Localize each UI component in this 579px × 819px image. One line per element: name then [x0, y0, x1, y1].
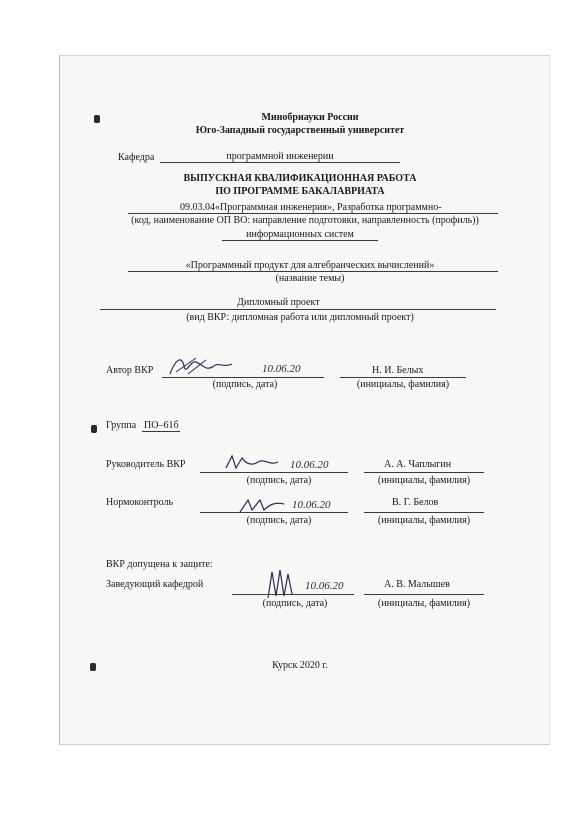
- supervisor-sign-caption: (подпись, дата): [246, 475, 312, 486]
- supervisor-name-caption: (инициалы, фамилия): [377, 475, 471, 486]
- work-title-line2: ПО ПРОГРАММЕ БАКАЛАВРИАТА: [215, 186, 385, 197]
- supervisor-signature: [222, 452, 282, 474]
- normcontrol-sign-underline: [200, 512, 348, 513]
- head-name-caption: (инициалы, фамилия): [377, 598, 471, 609]
- department-underline: [160, 162, 400, 163]
- author-sign-underline: [162, 377, 324, 378]
- supervisor-name-underline: [364, 472, 484, 473]
- group-label: Группа: [106, 420, 137, 431]
- head-signature: [262, 566, 302, 602]
- ministry-title: Минобрнауки России: [261, 112, 359, 123]
- work-type-underline: [100, 309, 496, 310]
- head-name-underline: [364, 594, 484, 595]
- topic-underline: [128, 271, 498, 272]
- program-underline: [128, 213, 498, 214]
- program-line2-underline: [222, 240, 378, 241]
- head-name: А. В. Малышев: [384, 579, 450, 590]
- group-underline: [142, 431, 180, 432]
- head-sign-caption: (подпись, дата): [262, 598, 328, 609]
- supervisor-sign-underline: [200, 472, 348, 473]
- supervisor-date: 10.06.20: [290, 459, 329, 471]
- normcontrol-name: В. Г. Белов: [392, 497, 439, 508]
- normcontrol-name-underline: [364, 512, 484, 513]
- department-value: программной инженерии: [226, 151, 334, 162]
- author-name-underline: [340, 377, 466, 378]
- author-name-caption: (инициалы, фамилия): [356, 379, 450, 390]
- normcontrol-label: Нормоконтроль: [106, 497, 174, 508]
- work-type-caption: (вид ВКР: дипломная работа или дипломный проект): [186, 312, 414, 323]
- topic-caption: (название темы): [275, 273, 345, 284]
- group-value: ПО–61б: [144, 420, 179, 431]
- university-title: Юго-Западный государственный университет: [195, 125, 405, 136]
- normcontrol-date: 10.06.20: [292, 499, 331, 511]
- program-caption: (код, наименование ОП ВО: направление подготовки, направленность (профиль)): [131, 215, 479, 226]
- program-line2: информационных систем: [246, 229, 354, 240]
- supervisor-label: Руководитель ВКР: [106, 459, 186, 470]
- author-name: Н. И. Белых: [372, 365, 424, 376]
- binder-hole: [90, 663, 96, 671]
- normcontrol-sign-caption: (подпись, дата): [246, 515, 312, 526]
- city-year: Курск 2020 г.: [272, 660, 328, 671]
- author-label: Автор ВКР: [106, 365, 154, 376]
- work-title-line1: ВЫПУСКНАЯ КВАЛИФИКАЦИОННАЯ РАБОТА: [183, 173, 417, 184]
- admission-text: ВКР допущена к защите:: [106, 559, 213, 570]
- head-date: 10.06.20: [305, 580, 344, 592]
- department-label: Кафедра: [118, 152, 155, 163]
- work-type-value: Дипломный проект: [237, 297, 320, 308]
- binder-hole: [91, 425, 97, 433]
- head-label: Заведующий кафедрой: [106, 579, 204, 590]
- binder-hole: [94, 115, 100, 123]
- program-line1: 09.03.04«Программная инженерия», Разработка программно-: [180, 202, 442, 213]
- author-date: 10.06.20: [262, 363, 301, 375]
- author-sign-caption: (подпись, дата): [212, 379, 278, 390]
- supervisor-name: А. А. Чаплыгин: [384, 459, 452, 470]
- head-sign-underline: [232, 594, 354, 595]
- topic-value: «Программный продукт для алгебраических вычислений»: [185, 260, 435, 271]
- normcontrol-name-caption: (инициалы, фамилия): [377, 515, 471, 526]
